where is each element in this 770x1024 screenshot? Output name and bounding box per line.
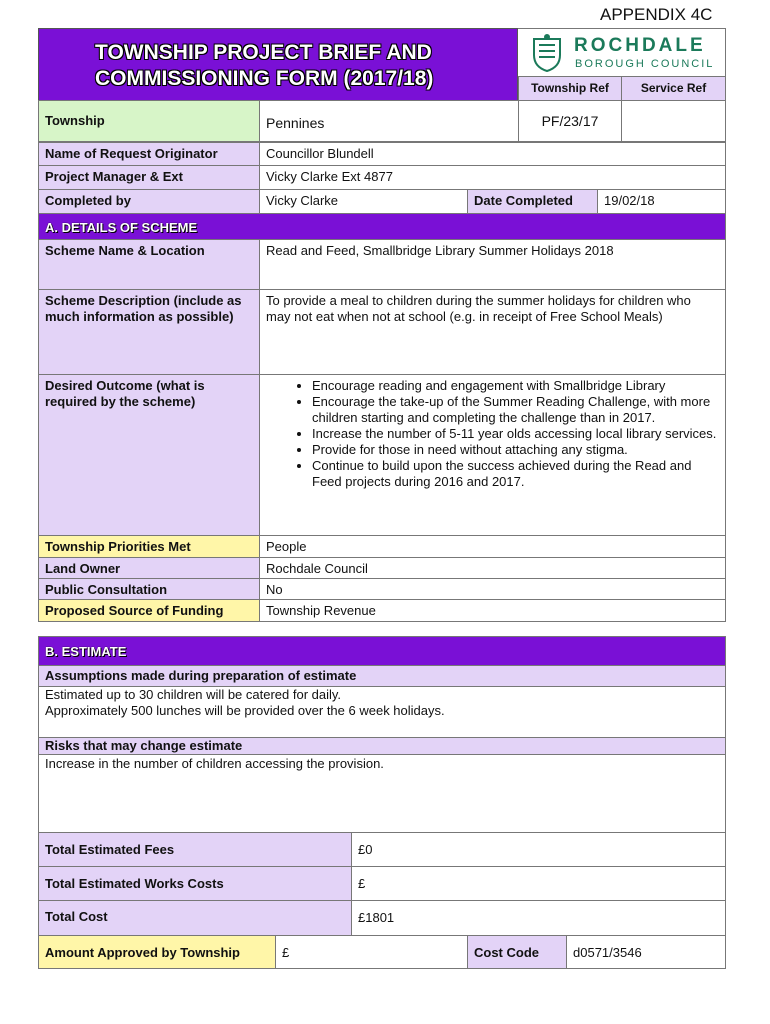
council-logo [518,28,726,76]
outcome-item: • Encourage reading and engagement with Smallbridge Library [312,378,719,394]
scheme-name-value: Read and Feed, Smallbridge Library Summer Holidays 2018 [259,239,726,290]
funding-source-label: Proposed Source of Funding [38,599,260,622]
priorities-value: People [259,535,726,558]
scheme-name-label: Scheme Name & Location [38,239,260,290]
originator-value: Councillor Blundell [259,142,726,166]
logo-name: ROCHDALE [574,35,706,56]
section-b-heading: B. ESTIMATE [38,636,726,666]
manager-label: Project Manager & Ext [38,165,260,190]
scheme-description-label: Scheme Description (include as much information as possible) [38,289,260,375]
desired-outcome-list [259,374,726,536]
desired-outcome-label: Desired Outcome (what is required by the scheme) [38,374,260,536]
assumption-line: Estimated up to 30 children will be catered for daily. [45,687,342,702]
cost-code-label: Cost Code [467,935,567,969]
priorities-label: Township Priorities Met [38,535,260,558]
outcome-item: • Increase the number of 5-11 year olds accessing local library services. [312,426,719,442]
date-completed-label: Date Completed [467,189,598,214]
amount-approved-value: £ [275,935,468,969]
section-a-heading: A. DETAILS OF SCHEME [38,213,726,240]
total-cost-value: £1801 [351,900,726,936]
funding-source-value: Township Revenue [259,599,726,622]
form-title: TOWNSHIP PROJECT BRIEF AND COMMISSIONING FORM (2017/18) [95,41,434,90]
risks-value: Increase in the number of children accessing the provision. [38,754,726,833]
total-fees-value: £0 [351,832,726,867]
risks-label: Risks that may change estimate [38,737,726,755]
title-banner [38,28,518,101]
completed-by-label: Completed by [38,189,260,214]
manager-value: Vicky Clarke Ext 4877 [259,165,726,190]
completed-by-value: Vicky Clarke [259,189,468,214]
scheme-description-value: To provide a meal to children during the summer holidays for children who may not eat when not at school (e.g. in receipt of Free School Meals) [259,289,726,375]
total-works-value: £ [351,866,726,901]
assumptions-label: Assumptions made during preparation of estimate [38,665,726,687]
originator-label: Name of Request Originator [38,142,260,166]
township-ref-label: Township Ref [518,76,622,101]
service-ref-value [621,100,726,142]
land-owner-value: Rochdale Council [259,557,726,579]
township-label: Township [38,100,260,142]
logo-sub: BOROUGH COUNCIL [575,58,715,70]
date-completed-value: 19/02/18 [597,189,726,214]
assumptions-value [38,686,726,738]
total-works-label: Total Estimated Works Costs [38,866,352,901]
outcome-item: • Continue to build upon the success achieved during the Read and Feed projects during 2016 and 2017. [312,458,719,490]
outcome-item: • Encourage the take-up of the Summer Reading Challenge, with more children starting and completing the challenge than in 2017. [312,394,719,426]
amount-approved-label: Amount Approved by Township [38,935,276,969]
township-ref-value: PF/23/17 [518,100,622,142]
assumption-line: Approximately 500 lunches will be provided over the 6 week holidays. [45,703,445,718]
land-owner-label: Land Owner [38,557,260,579]
cost-code-value: d0571/3546 [566,935,726,969]
total-cost-label: Total Cost [38,900,352,936]
public-consultation-value: No [259,578,726,600]
total-fees-label: Total Estimated Fees [38,832,352,867]
public-consultation-label: Public Consultation [38,578,260,600]
appendix-label: APPENDIX 4C [600,5,713,24]
service-ref-label: Service Ref [621,76,726,101]
outcome-item: • Provide for those in need without attaching any stigma. [312,442,719,458]
township-value: Pennines [259,100,519,142]
crest-icon [530,33,564,73]
